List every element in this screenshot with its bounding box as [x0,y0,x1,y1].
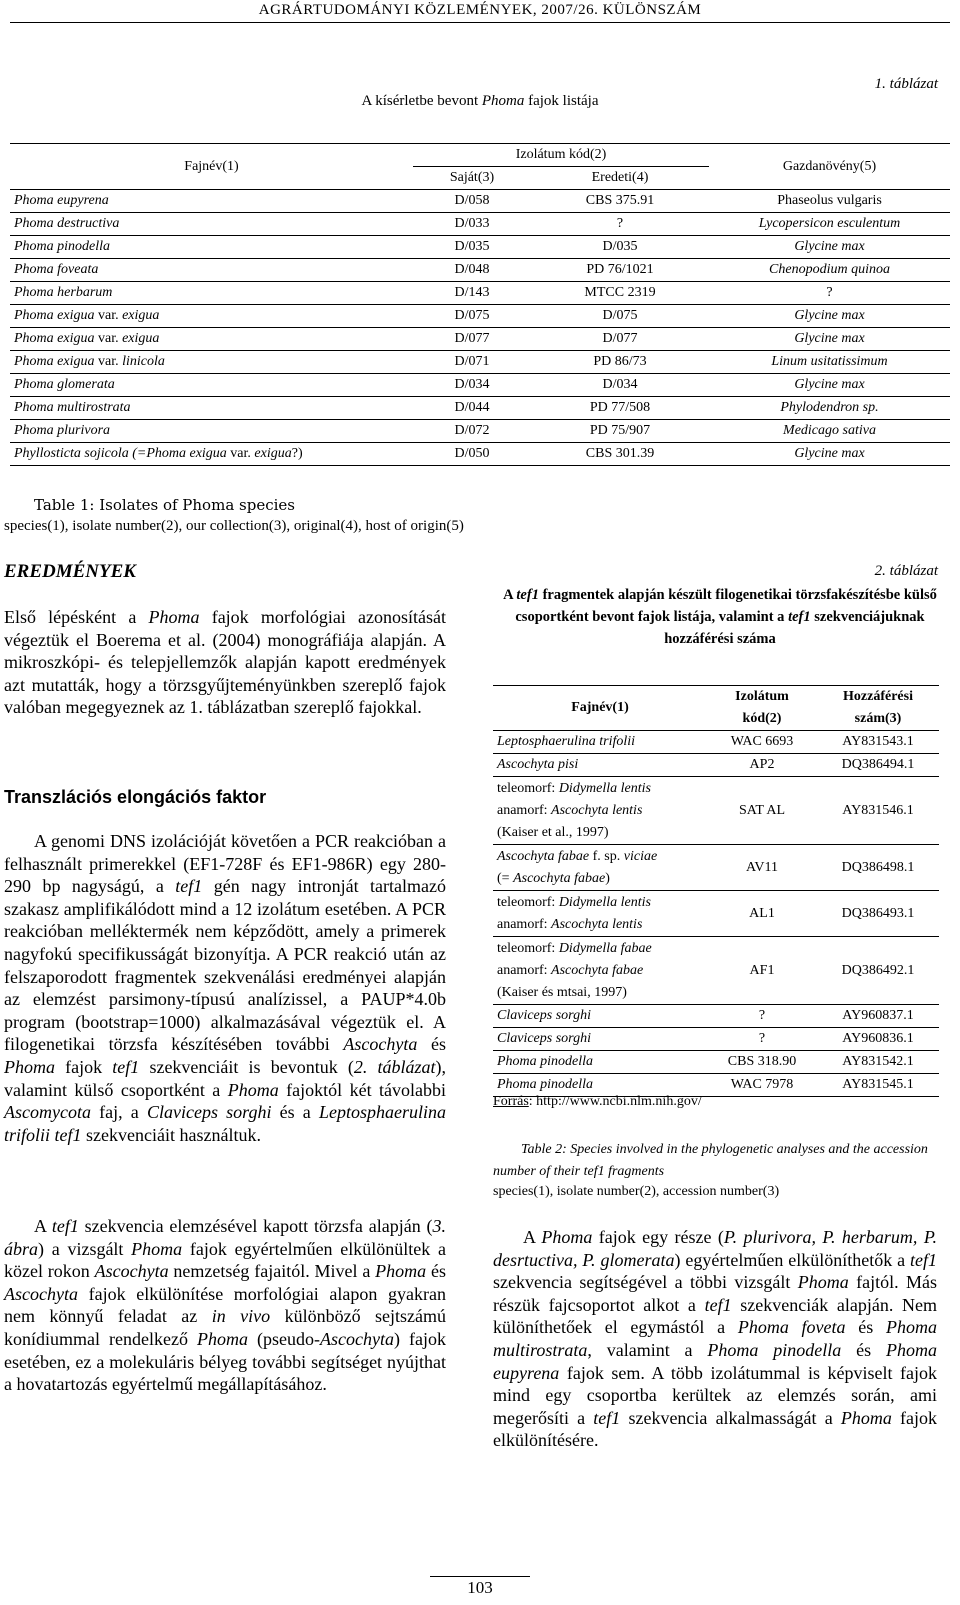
footer-rule [430,1576,530,1577]
table-row: Phyllosticta sojicola (=Phoma exigua var. exigua?) D/050 CBS 301.39 Glycine max [10,443,950,466]
table2-label: 2. táblázat [874,563,938,579]
t2-col-isolate: Izolátum kód(2) [707,686,817,731]
table-row: Phoma pinodella WAC 7978 AY831545.1 [493,1074,939,1097]
section-heading-results: EREDMÉNYEK [4,561,136,582]
table-row: Phoma pinodella CBS 318.90 AY831542.1 [493,1051,939,1074]
table2-caption: Table 2: Species involved in the phylogenetic analyses and the accession number of their tef1 fragments [493,1142,928,1179]
table-row: Phoma glomerata D/034 D/034 Glycine max [10,374,950,397]
t1-col-isolate: Izolátum kód(2) [413,144,709,167]
header-rule [10,22,950,23]
table2-legend: species(1), isolate number(2), accession number(3) [493,1184,780,1199]
t2-col-species: Fajnév(1) [493,686,707,731]
t2-col-accession: Hozzáférési szám(3) [817,686,939,731]
running-header: AGRÁRTUDOMÁNYI KÖZLEMÉNYEK, 2007/26. KÜLÖNSZÁM [258,2,702,18]
table-row: Phoma pinodella D/035 D/035 Glycine max [10,236,950,259]
t1-col-species: Fajnév(1) [10,144,413,190]
table-row: Phoma foveata D/048 PD 76/1021 Chenopodium quinoa [10,259,950,282]
paragraph-tree: A tef1 szekvencia elemzésével kapott törzsfa alapján (3. ábra) a vizsgált Phoma fajok egyértelműen elkülönültek a közel rokon Ascochyta nemzetség fajaitól. Mivel a Phoma és Ascochyta fajok elkülönítése morfológiai alapon gyakran nem könnyű feladat az in vivo különböző sejtszámú konídiummal rendelkező Phoma (pseudo-Ascochyta) fajok esetében, ez a molekuláris bélyeg további segítséget nyújthat a hovatartozás egyértelmű megállapításához. [4,1216,447,1395]
paragraph-results: Első lépésként a Phoma fajok morfológiai azonosítását végeztük el Boerema et al. (2004) monográfiája alapján. A mikroszkópi- és telepjellemzők alapján kapott eredmények azt mutatták, hogy a törzsgyűjteményünkben szereplő fajok valóban megegyeznek az 1. táblázatban szereplő fajokkal. [4,607,446,718]
table-row: Phoma eupyrena D/058 CBS 375.91 Phaseolus vulgaris [10,190,950,213]
table-row: Claviceps sorghi ? AY960836.1 [493,1028,939,1051]
section-heading-tef: Transzlációs elongációs faktor [4,787,267,807]
table2 [493,685,939,1097]
table-row: Phoma multirostrata D/044 PD 77/508 Phylodendron sp. [10,397,950,420]
paragraph-pcr: A genomi DNS izolációját követően a PCR reakcióban a felhasznált primerekkel (EF1-728F és EF1-986R) egy 280-290 bp nagyságú, a tef1 gén nagy intronját tartalmazó szakasz amplifikálódott mind a 12 izolátum esetében. A PCR reakcióban melléktermék nem képződött, amely a primerek nagyfokú specifikusságát bizonyítja. A PCR reakció után az felszaporodott fragmentek szekvenálási eredményei alapján az elemzést parsimony-típusú analízissel, a PAUP*4.0b program (bootstrap=1000) alkalmazásával végeztük el. A filogenetikai törzsfa készítésében további Ascochyta és Phoma fajok tef1 szekvenciáit is bevontuk (2. táblázat), valamint külső csoportként a Phoma fajoktól két távolabbi Ascomycota faj, a Claviceps sorghi és a Leptosphaerulina trifolii tef1 szekvenciáit használtuk. [4,831,447,1145]
table-row: Claviceps sorghi ? AY960837.1 [493,1005,939,1028]
table-row: Leptosphaerulina trifolii WAC 6693 AY831543.1 [493,731,939,754]
table-row: Ascochyta pisi AP2 DQ386494.1 [493,754,939,777]
table2-source: Forrás: http://www.ncbi.nlm.nih.gov/ [493,1094,702,1109]
page-number: 103 [467,1578,493,1597]
table-row: Phoma exigua var. exigua D/075 D/075 Glycine max [10,305,950,328]
table1-title: A kísérletbe bevont Phoma fajok listája [361,93,599,109]
paragraph-results-right: A Phoma fajok egy része (P. plurivora, P. herbarum, P. desrtuctiva, P. glomerata) egyértelműen elkülöníthetők a tef1 szekvencia segítségével a többi vizsgált Phoma fajtól. Más részük fajcsoportot alkot a tef1 szekvenciák alapján. Nem különíthetőek el egymástól a Phoma foveta és Phoma multirostrata, valamint a Phoma pinodella és Phoma eupyrena fajok sem. A több izolátummal is képviselt fajok mind egy csoportba kerültek az elemzés során, ami megerősíti a tef1 szekvencia alkalmasságát a Phoma fajok elkülönítésére. [493,1227,938,1451]
table-row: Phoma plurivora D/072 PD 75/907 Medicago sativa [10,420,950,443]
table-row: Phoma herbarum D/143 MTCC 2319 ? [10,282,950,305]
table1-legend: species(1), isolate number(2), our collection(3), original(4), host of origin(5) [4,518,464,534]
t1-col-orig: Eredeti(4) [531,167,709,190]
table-row: Phoma destructiva D/033 ? Lycopersicon esculentum [10,213,950,236]
table-row: Ascochyta fabae f. sp. viciae (= Ascochyta fabae) AV11 DQ386498.1 [493,845,939,891]
table1-caption: Table 1: Isolates of Phoma species [34,496,295,514]
t1-col-host: Gazdanövény(5) [709,144,950,190]
table2-title: A tef1 fragmentek alapján készült filogenetikai törzsfakészítésbe külső csoportként bevont fajok listája, valamint a tef1 szekvenciájuknak hozzáférési száma [503,587,937,647]
table-row: Phoma exigua var. linicola D/071 PD 86/73 Linum usitatissimum [10,351,950,374]
table-row: teleomorf: Didymella lentis anamorf: Ascochyta lentis (Kaiser et al., 1997) SAT AL AY831546.1 [493,777,939,845]
t1-col-own: Saját(3) [413,167,531,190]
table-row: teleomorf: Didymella lentis anamorf: Ascochyta lentis AL1 DQ386493.1 [493,891,939,937]
table-row: teleomorf: Didymella fabae anamorf: Ascochyta fabae (Kaiser és mtsai, 1997) AF1 DQ386492.1 [493,937,939,1005]
table1-label: 1. táblázat [874,76,938,92]
table-row: Phoma exigua var. exigua D/077 D/077 Glycine max [10,328,950,351]
table1 [10,143,950,466]
